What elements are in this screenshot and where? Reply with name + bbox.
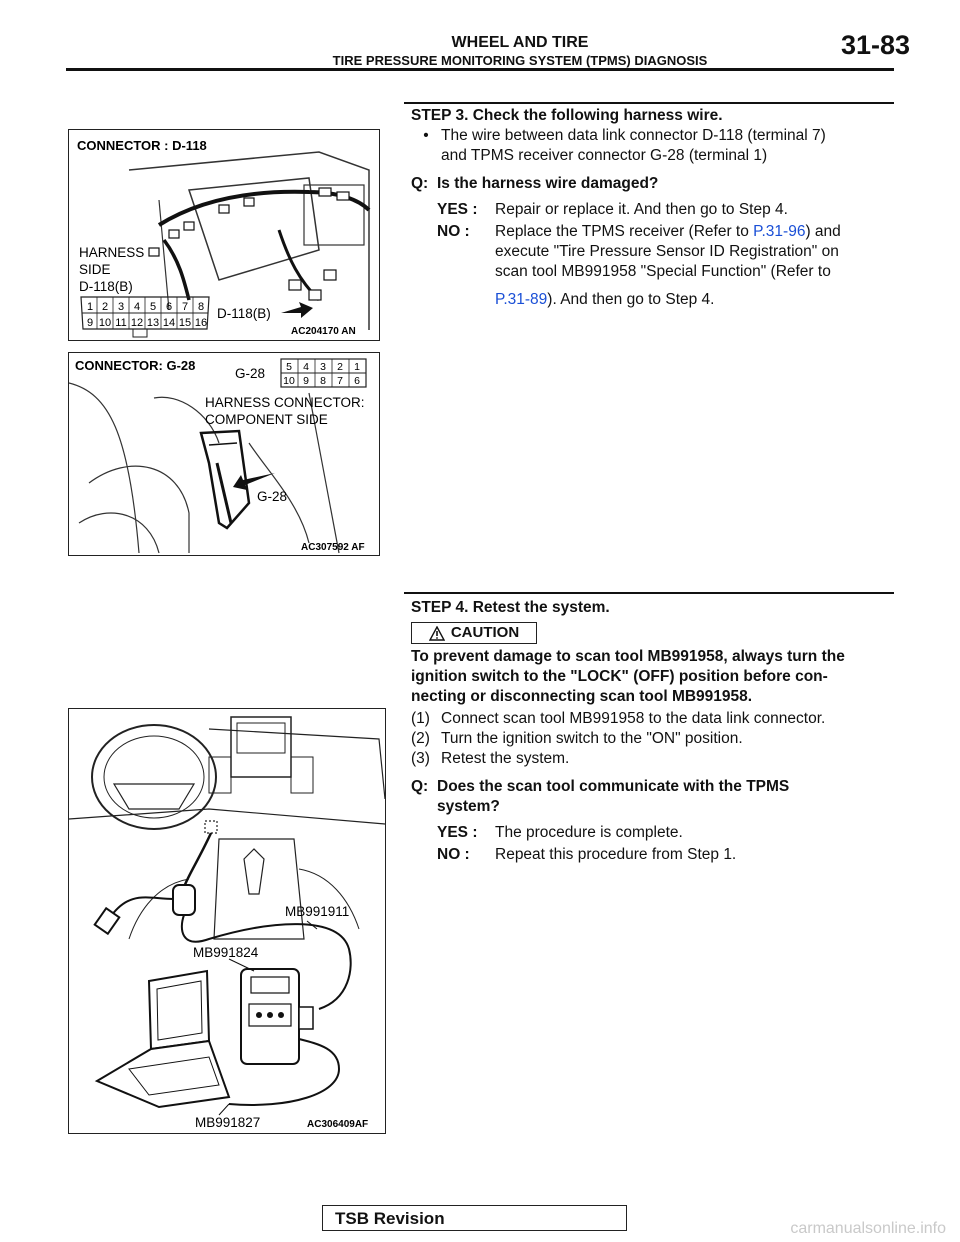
question-label: Q:	[411, 175, 429, 192]
d118-pin: 1	[86, 301, 94, 313]
caution-line: ignition switch to the "LOCK" (OFF) position before con-	[411, 668, 828, 685]
step4-procedure-list	[411, 709, 894, 769]
step3-section	[411, 106, 894, 310]
no-label: NO :	[437, 846, 470, 863]
fig1-label-conn: D-118(B)	[79, 279, 133, 294]
step4-question-line2: system?	[437, 798, 500, 815]
step3-question	[411, 174, 894, 194]
fig2-title: CONNECTOR: G-28	[75, 358, 196, 373]
step3-question-text: Is the harness wire damaged?	[437, 175, 659, 192]
g28-pin: 6	[354, 375, 360, 387]
d118-pin: 10	[98, 317, 112, 329]
fig3-label-mb991911: MB991911	[285, 904, 350, 919]
item-number: (2)	[411, 730, 430, 747]
caution-line: To prevent damage to scan tool MB991958, always turn the	[411, 648, 845, 665]
step3-yes	[437, 200, 894, 220]
step3-no-text: ) and	[805, 223, 841, 240]
d118-pin: 9	[86, 317, 94, 329]
caution-text	[411, 647, 894, 707]
step4-question	[411, 777, 894, 817]
list-item	[411, 749, 894, 769]
step4-heading: STEP 4. Retest the system.	[411, 599, 610, 616]
d118-pin: 16	[194, 317, 208, 329]
d118-pin: 11	[115, 317, 127, 329]
step3-bullet-line1: The wire between data link connector D-118 (terminal 7)	[441, 127, 826, 144]
fig3-code: AC306409AF	[307, 1119, 369, 1130]
g28-pin: 2	[337, 361, 343, 373]
section-title: WHEEL AND TIRE	[451, 34, 589, 51]
connector-d118-illustration	[69, 130, 379, 340]
fig1-title: CONNECTOR : D-118	[77, 138, 207, 153]
g28-pin: 9	[303, 375, 309, 387]
step3-yes-text: Repair or replace it. And then go to Step 4.	[495, 201, 788, 218]
fig2-harness-line2: COMPONENT SIDE	[205, 412, 328, 427]
arrow-icon	[233, 473, 275, 490]
d118-pin: 5	[149, 301, 157, 313]
fig2-code: AC307592 AF	[301, 542, 365, 553]
step3-no-line1	[495, 222, 894, 242]
g28-pin: 5	[286, 361, 292, 373]
g28-pin: 1	[354, 361, 360, 373]
g28-pin: 10	[283, 375, 295, 387]
g28-pin: 4	[303, 361, 309, 373]
step4-rule	[404, 592, 894, 594]
figure-connector-g28	[68, 352, 380, 556]
header-rule	[66, 68, 894, 71]
d118-pin: 7	[181, 301, 189, 313]
step4-question-line1: Does the scan tool communicate with the TPMS	[437, 778, 790, 795]
d118-pin: 14	[162, 317, 176, 329]
step3-no-text: ). And then go to Step 4.	[547, 291, 715, 308]
fig3-label-mb991827: MB991827	[195, 1115, 261, 1130]
d118-pin: 6	[165, 301, 173, 313]
d118-pin: 4	[133, 301, 141, 313]
page-number: 31-83	[840, 30, 910, 60]
step4-section	[411, 598, 894, 865]
step3-heading: STEP 3. Check the following harness wire.	[411, 107, 723, 124]
step3-no	[437, 222, 894, 310]
g28-pin: 8	[320, 375, 326, 387]
step3-no-text: Replace the TPMS receiver (Refer to	[495, 223, 754, 240]
bullet-icon: •	[423, 127, 429, 144]
step4-yes	[437, 823, 894, 843]
item-text: Retest the system.	[441, 750, 570, 767]
yes-label: YES :	[437, 824, 478, 841]
caution-label: CAUTION	[450, 624, 520, 641]
item-text: Turn the ignition switch to the "ON" position.	[441, 730, 743, 747]
link-p31-89[interactable]: P.31-89	[495, 291, 548, 308]
step3-bullet	[411, 126, 894, 166]
list-item	[411, 709, 894, 729]
d118-pin: 8	[197, 301, 205, 313]
d118-pin: 13	[146, 317, 160, 329]
fig1-label-side: SIDE	[79, 262, 111, 277]
g28-pin: 3	[320, 361, 326, 373]
tsb-revision-box: TSB Revision	[322, 1205, 627, 1231]
g28-pin: 7	[337, 375, 343, 387]
item-number: (3)	[411, 750, 430, 767]
d118-pin: 12	[130, 317, 144, 329]
scan-tool-illustration	[69, 709, 385, 1133]
fig2-label-pointer: G-28	[257, 489, 288, 504]
step3-rule	[404, 102, 894, 104]
item-text: Connect scan tool MB991958 to the data link connector.	[441, 710, 826, 727]
step3-no-line3: scan tool MB991958 "Special Function" (Refer to	[495, 263, 831, 280]
subsection-title: TIRE PRESSURE MONITORING SYSTEM (TPMS) DIAGNOSIS	[332, 53, 708, 68]
no-label: NO :	[437, 223, 470, 240]
step4-no-text: Repeat this procedure from Step 1.	[495, 846, 737, 863]
step4-yes-text: The procedure is complete.	[495, 824, 683, 841]
step3-bullet-line2: and TPMS receiver connector G-28 (terminal 1)	[441, 147, 768, 164]
step3-no-line2: execute "Tire Pressure Sensor ID Registration" on	[495, 243, 839, 260]
d118-pin: 15	[178, 317, 192, 329]
fig2-label-g28: G-28	[235, 366, 266, 381]
warning-triangle-icon	[429, 626, 445, 641]
connector-g28-illustration	[69, 353, 379, 555]
caution-line: necting or disconnecting scan tool MB991958.	[411, 688, 753, 705]
question-label: Q:	[411, 778, 429, 795]
step4-no	[437, 845, 894, 865]
g28-pin-diagram	[281, 359, 366, 387]
fig1-label-pointer: D-118(B)	[217, 306, 271, 321]
step3-no-line4	[495, 290, 894, 310]
d118-pin-diagram	[81, 297, 209, 337]
fig1-label-harness: HARNESS	[79, 245, 145, 260]
list-item	[411, 729, 894, 749]
yes-label: YES :	[437, 201, 478, 218]
watermark: carmanualsonline.info	[790, 1220, 946, 1237]
item-number: (1)	[411, 710, 430, 727]
fig2-harness-line1: HARNESS CONNECTOR:	[205, 395, 365, 410]
link-p31-96[interactable]: P.31-96	[753, 223, 806, 240]
fig3-label-mb991824: MB991824	[193, 945, 259, 960]
figure-connector-d118	[68, 129, 380, 341]
caution-box	[411, 622, 537, 644]
fig1-code: AC204170 AN	[291, 326, 356, 337]
figure-scan-tool-connection	[68, 708, 386, 1134]
arrow-icon	[281, 302, 313, 318]
d118-pin: 2	[101, 301, 109, 313]
d118-pin: 3	[117, 301, 125, 313]
